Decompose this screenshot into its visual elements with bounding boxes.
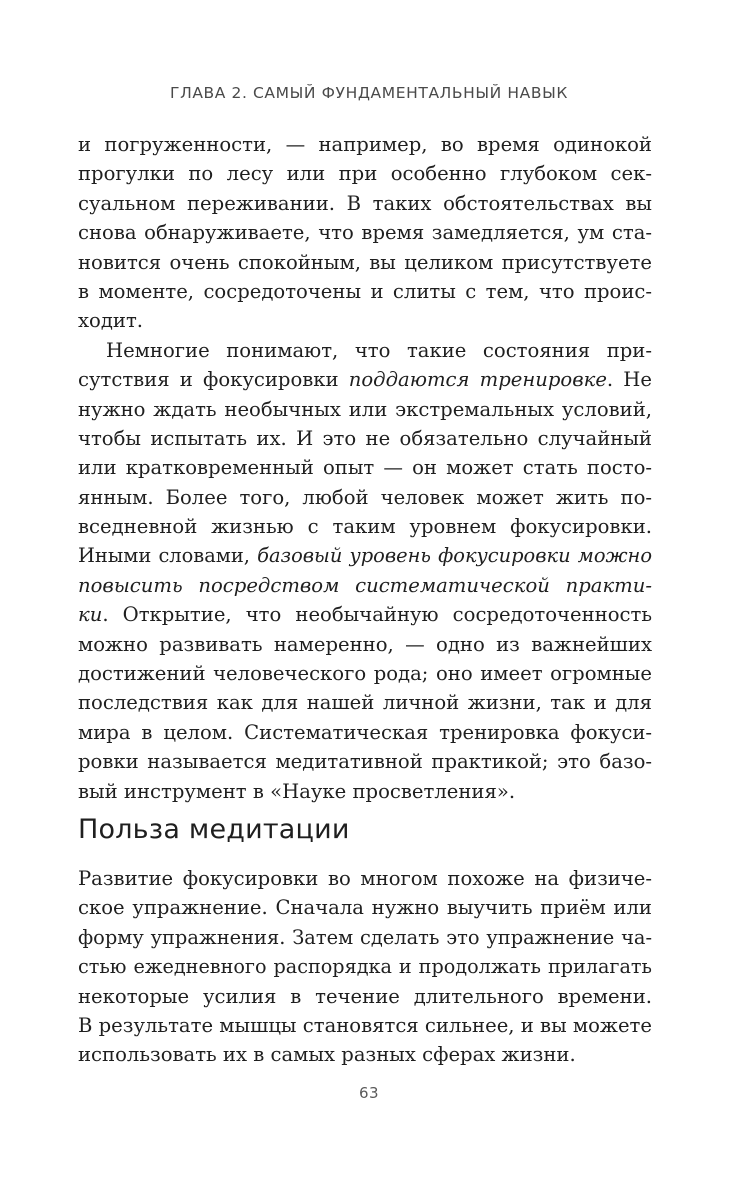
text-line: достижений человеческого рода; оно имеет огромные <box>78 662 652 686</box>
text-line: и погруженности, — например, во время одинокой <box>78 133 652 156</box>
text-line: ровки называется медитативной практикой; это базо- <box>78 750 652 774</box>
text-line: снова обнаруживаете, что время замедляется, ум ста- <box>78 221 652 245</box>
body-text-top <box>78 130 652 806</box>
text-line: вый инструмент в «Науке просветления». <box>78 779 516 803</box>
text-line: использовать их в самых разных сферах жизни. <box>78 1043 576 1067</box>
text-line: форму упражнения. Затем сделать это упражнение ча- <box>78 925 652 949</box>
text-line <box>78 600 652 629</box>
text-line: В результате мышцы становятся сильнее, и вы можете <box>78 1013 652 1037</box>
text-run: сутствия и фокусировки <box>78 368 349 392</box>
text-line: Развитие фокусировки во многом похоже на физиче- <box>78 867 652 890</box>
text-line: прогулки по лесу или при особенно глубоком сек- <box>78 162 652 186</box>
page-number: 63 <box>358 1084 380 1102</box>
text-line: вседневной жизнью с таким уровнем фокусировки. <box>78 515 652 539</box>
text-line <box>78 571 652 600</box>
text-line: суальном переживании. В таких обстоятельствах вы <box>78 191 652 215</box>
italic-emphasis: базовый уровень фокусировки можно <box>257 544 652 568</box>
text-line: в моменте, сосредоточены и слиты с тем, что проис- <box>78 279 652 303</box>
text-line: Немногие понимают, что такие состояния при- <box>106 338 652 362</box>
section-heading: Польза медитации <box>78 814 350 845</box>
body-text-bottom <box>78 864 652 1070</box>
text-line: ходит. <box>78 309 144 333</box>
running-head: ГЛАВА 2. САМЫЙ ФУНДАМЕНТАЛЬНЫЙ НАВЫК <box>170 84 568 102</box>
italic-emphasis: поддаются тренировке <box>348 368 607 392</box>
italic-emphasis: ки <box>78 603 103 627</box>
text-line: чтобы испытать их. И это не обязательно случайный <box>78 426 652 450</box>
text-line: можно развивать намеренно, — одно из важнейших <box>78 632 652 656</box>
text-run: . Не <box>606 368 652 392</box>
text-line: или кратковременный опыт — он может стать посто- <box>78 456 652 480</box>
text-line: ское упражнение. Сначала нужно выучить приём или <box>78 896 652 920</box>
text-line <box>78 541 652 570</box>
text-line <box>78 365 652 394</box>
text-line: стью ежедневного распорядка и продолжать прилагать <box>78 955 652 979</box>
text-line: последствия как для нашей личной жизни, так и для <box>78 691 652 715</box>
text-line: мира в целом. Систематическая тренировка фокуси- <box>78 720 652 744</box>
text-line: новится очень спокойным, вы целиком присутствуете <box>78 250 652 274</box>
text-line: янным. Более того, любой человек может жить по- <box>78 485 652 509</box>
text-run: . Открытие, что необычайную сосредоточенность <box>102 603 652 627</box>
text-run: Иными словами, <box>78 544 258 568</box>
italic-emphasis: повысить посредством систематической практи- <box>78 573 652 597</box>
text-line: некоторые усилия в течение длительного времени. <box>78 984 652 1008</box>
text-line: нужно ждать необычных или экстремальных условий, <box>78 397 652 421</box>
